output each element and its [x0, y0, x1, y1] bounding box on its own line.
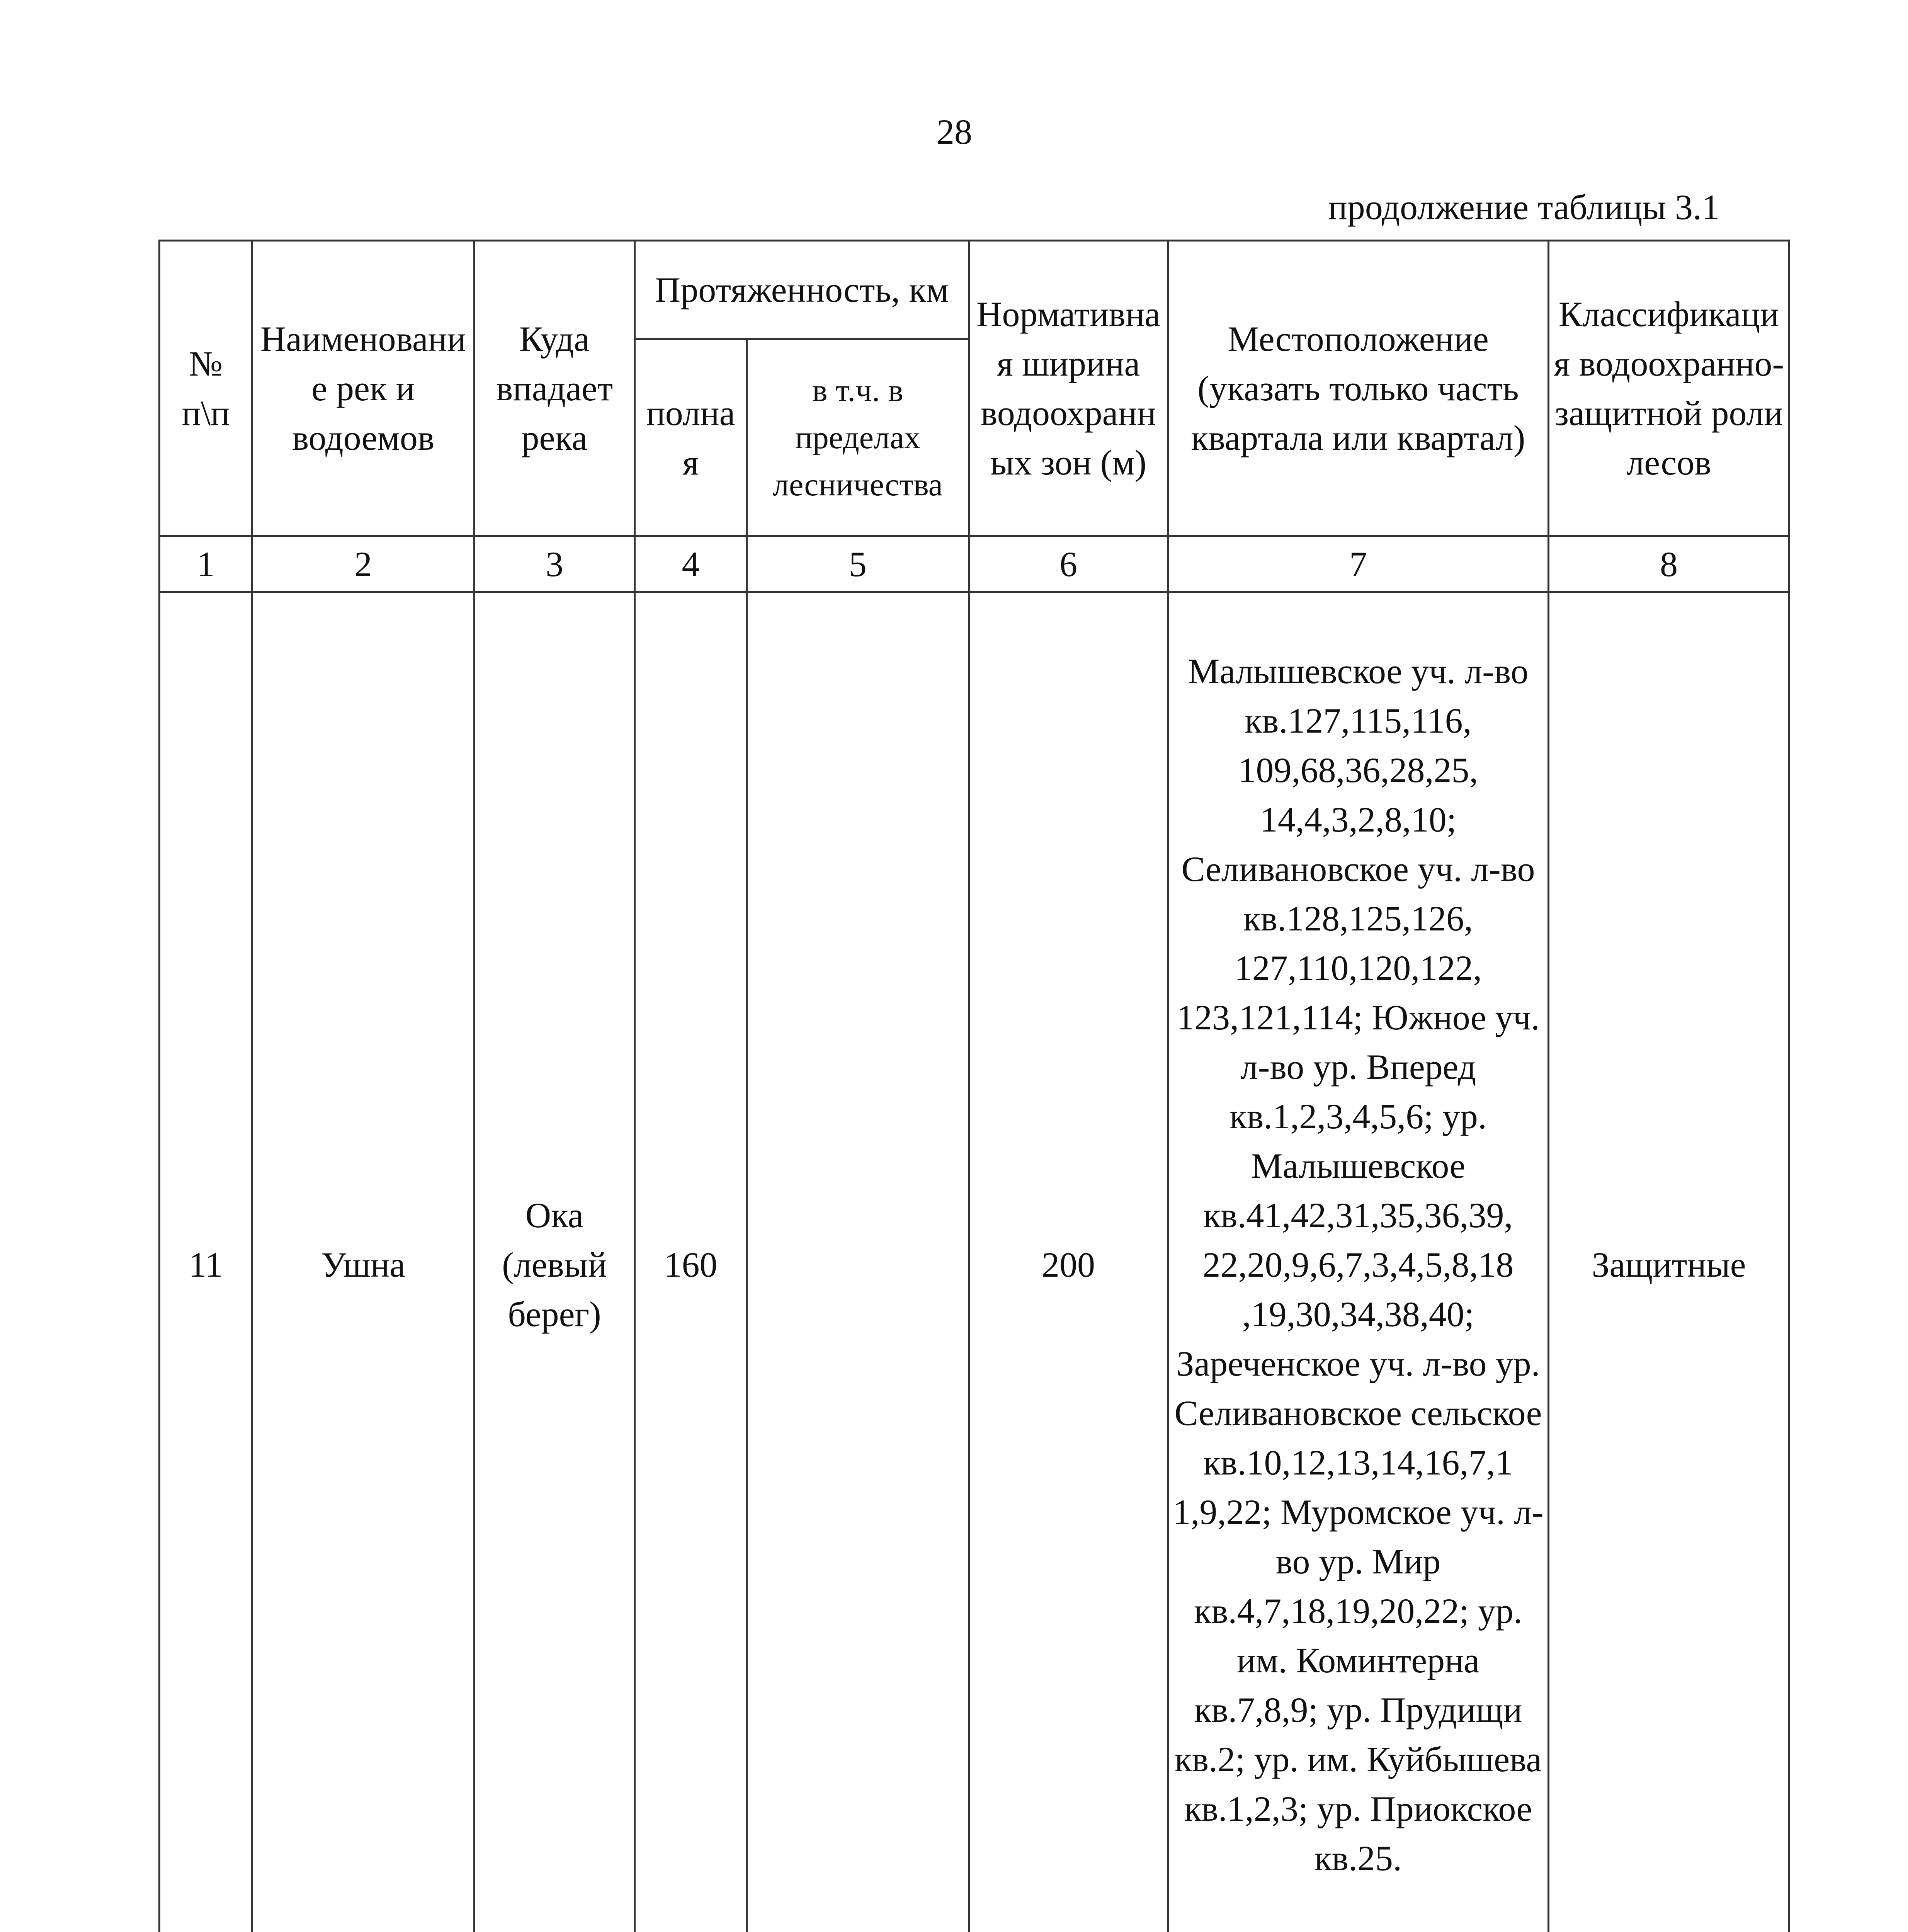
classification: Защитные	[1549, 592, 1789, 1932]
table-row	[160, 592, 1789, 1932]
header-length-total: полная	[635, 339, 747, 536]
header-zone-width: Нормативная ширина водоохранных зон (м)	[969, 241, 1168, 536]
column-number: 8	[1549, 536, 1789, 592]
flows-into: Ока (левый берег)	[474, 592, 635, 1932]
water-protection-table	[158, 240, 1790, 1932]
column-number: 7	[1168, 536, 1549, 592]
column-number: 6	[969, 536, 1168, 592]
page-number: 28	[937, 112, 972, 151]
header-length: Протяженность, км	[635, 241, 969, 339]
location: Малышевское уч. л-во кв.127,115,116, 109,68,36,28,25, 14,4,3,2,8,10; Селивановское уч. л-во кв.128,125,126, 127,110,120,122, 123,121,114; Южное уч. л-во ур. Вперед кв.1,2,3,4,5,6; ур. Малышевское кв.41,42,31,35,36,39, 22,20,9,6,7,3,4,5,8,18 ,19,30,34,38,40; Зареченское уч. л-во ур. Селивановское сельское кв.10,12,13,14,16,7,1 1,9,22; Муромское уч. л-во ур. Мир кв.4,7,18,19,20,22; ур. им. Коминтерна кв.7,8,9; ур. Прудищи кв.2; ур. им. Куйбышева кв.1,2,3; ур. Приокское кв.25.	[1168, 592, 1549, 1932]
column-number: 4	[635, 536, 747, 592]
table-caption: продолжение таблицы 3.1	[1328, 187, 1719, 227]
header-location: Местоположение (указать только часть квартала или квартал)	[1168, 241, 1549, 536]
column-number: 1	[160, 536, 252, 592]
length-in-forestry	[747, 592, 969, 1932]
length-total: 160	[635, 592, 747, 1932]
column-number: 3	[474, 536, 635, 592]
row-number: 11	[160, 592, 252, 1932]
header-name: Наименование рек и водоемов	[252, 241, 474, 536]
column-number: 5	[747, 536, 969, 592]
header-classification: Классификация водоохранно-защитной роли лесов	[1549, 241, 1789, 536]
header-number: № п\п	[160, 241, 252, 536]
header-length-in-forestry: в т.ч. в пределах лесничества	[747, 339, 969, 536]
river-name: Ушна	[252, 592, 474, 1932]
header-flows-into: Куда впадает река	[474, 241, 635, 536]
column-number: 2	[252, 536, 474, 592]
zone-width: 200	[969, 592, 1168, 1932]
